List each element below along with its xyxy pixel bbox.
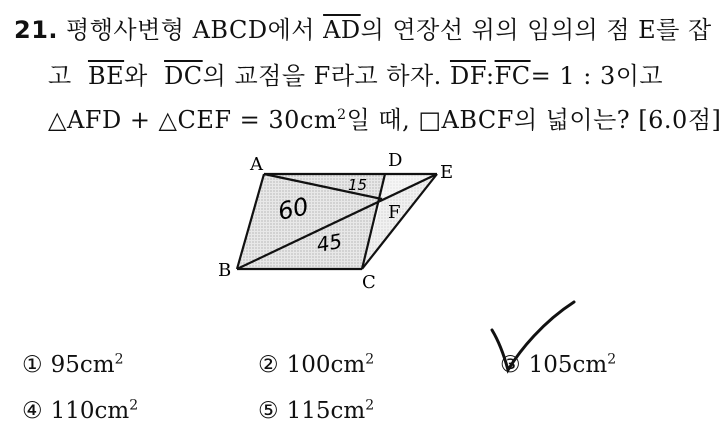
handwritten-check-mark-icon bbox=[488, 300, 578, 380]
choice-value: 115cm bbox=[286, 398, 366, 424]
choice-mark: ④ bbox=[22, 398, 43, 424]
superscript: 2 bbox=[337, 107, 347, 123]
question-line-1 bbox=[14, 10, 712, 45]
choice-sup: 2 bbox=[365, 397, 375, 414]
label-e: E bbox=[440, 162, 454, 183]
question-number: 21. bbox=[14, 16, 59, 44]
choice-sup: 2 bbox=[129, 397, 139, 414]
label-f: F bbox=[388, 202, 401, 223]
label-a: A bbox=[250, 154, 263, 175]
choice-4[interactable] bbox=[22, 398, 138, 424]
text-segment: 고 bbox=[48, 62, 72, 90]
choice-mark: ⑤ bbox=[258, 398, 279, 424]
choice-mark: ③ bbox=[500, 352, 521, 378]
choice-value: 95cm bbox=[50, 352, 115, 378]
handwritten-area-45: 45 bbox=[314, 228, 344, 257]
choice-value: 110cm bbox=[50, 398, 130, 424]
text-segment: 일 때, □ABCF의 넓이는? [6.0점] bbox=[346, 106, 721, 134]
segment-be: $\overline{BE}$ bbox=[87, 62, 125, 90]
geometry-figure bbox=[210, 148, 470, 298]
segment-dc: $\overline{DC}$ bbox=[164, 62, 203, 90]
choice-value: 100cm bbox=[286, 352, 366, 378]
text-segment: = 1 : 3이고 bbox=[530, 62, 664, 90]
ratio-colon: : bbox=[486, 62, 495, 90]
choice-1[interactable] bbox=[22, 352, 124, 378]
choice-mark: ② bbox=[258, 352, 279, 378]
question-line-2 bbox=[48, 56, 663, 91]
question-line-3 bbox=[48, 100, 721, 135]
segment-ad: $\overline{AD}$ bbox=[323, 16, 361, 44]
segment-df: $\overline{DF}$ bbox=[449, 62, 486, 90]
label-d: D bbox=[388, 150, 403, 171]
text-segment: 의 교점을 F라고 하자. bbox=[202, 62, 442, 90]
text-segment: △AFD + △CEF = 30cm bbox=[48, 106, 338, 134]
text-segment: 의 연장선 위의 임의의 점 E를 잡 bbox=[360, 16, 712, 44]
choice-value: 105cm bbox=[528, 352, 608, 378]
choice-sup: 2 bbox=[114, 351, 124, 368]
label-c: C bbox=[362, 272, 376, 293]
choice-sup: 2 bbox=[607, 351, 617, 368]
segment-fc: $\overline{FC}$ bbox=[494, 62, 531, 90]
handwritten-area-15: 15 bbox=[348, 176, 368, 194]
text-segment: 와 bbox=[124, 62, 148, 90]
choice-sup: 2 bbox=[365, 351, 375, 368]
label-b: B bbox=[218, 260, 232, 281]
choice-2[interactable] bbox=[258, 352, 374, 378]
choice-5[interactable] bbox=[258, 398, 374, 424]
text-segment: 평행사변형 ABCD에서 bbox=[66, 16, 315, 44]
handwritten-area-60: 60 bbox=[275, 192, 312, 226]
choice-mark: ① bbox=[22, 352, 43, 378]
